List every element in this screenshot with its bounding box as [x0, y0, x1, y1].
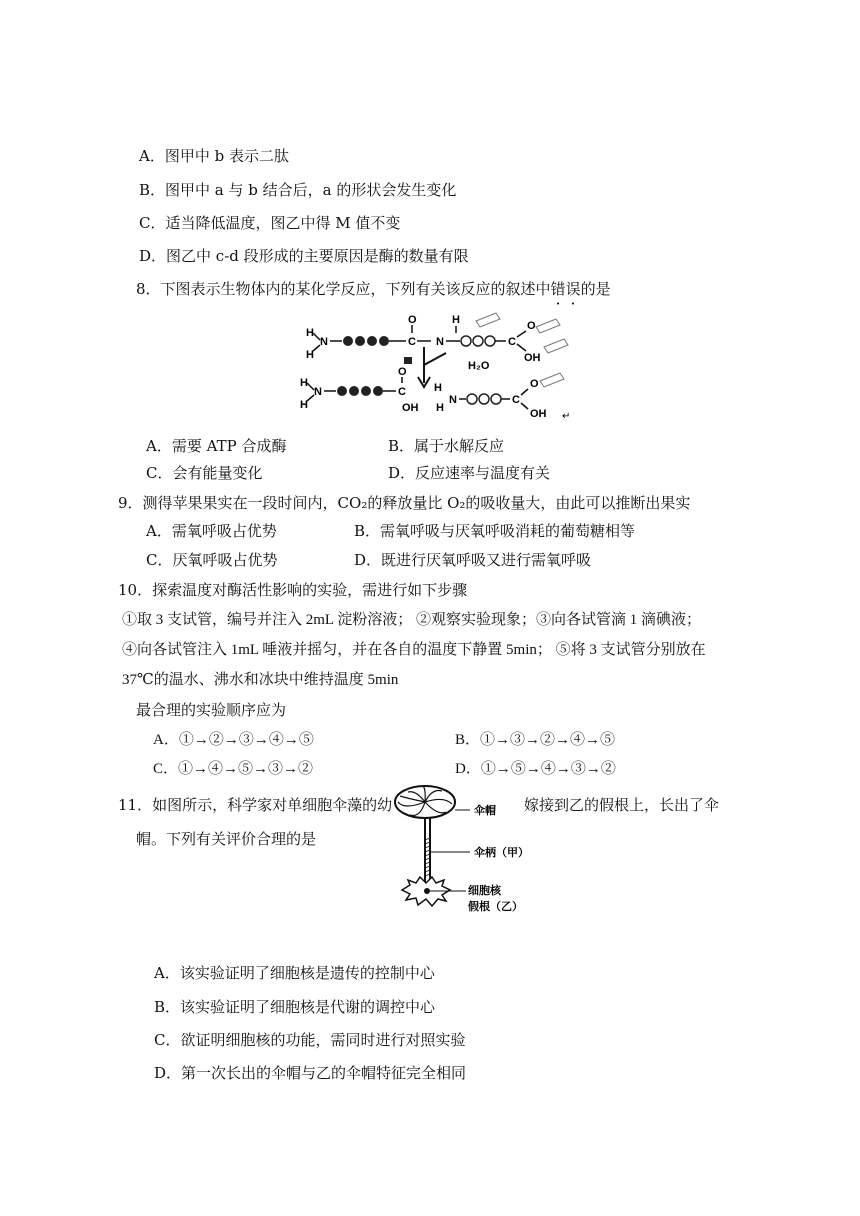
q10-option-c: C．①→④→⑤→③→②: [153, 761, 314, 777]
q7-option-d: D．图乙中 c-d 段形成的主要原因是酶的数量有限: [139, 247, 469, 265]
q8-label-oh2: OH: [402, 402, 419, 414]
q8-label-c3: C: [398, 386, 406, 398]
q11-option-b: B．该实验证明了细胞核是代谢的调控中心: [154, 998, 436, 1016]
q10-option-b: B．①→③→②→④→⑤: [455, 732, 616, 748]
q8-stem-emphasis-1: 错: [550, 280, 566, 298]
q10-option-a: A．①→②→③→④→⑤: [153, 732, 314, 748]
q7-option-a: A．图甲中 b 表示二肽: [139, 147, 289, 165]
q8-label-oh3: OH: [530, 408, 547, 420]
q9-option-a: A．需氧呼吸占优势: [146, 522, 277, 540]
q10-steps-line-3: 37℃的温水、沸水和冰块中维持温度 5min: [122, 672, 399, 688]
q8-label-n2: N: [436, 336, 444, 348]
q8-label-h2: H: [452, 314, 460, 326]
q7-option-b: B．图甲中 a 与 b 结合后，a 的形状会发生变化: [139, 181, 457, 199]
q11-label-rhizoid: 假根（乙）: [468, 900, 523, 913]
svg-text:H: H: [306, 349, 314, 361]
q8-label-h5: H: [434, 382, 442, 394]
q8-stem-emphasis-2: 误: [565, 280, 581, 298]
q8-label-water: H₂O: [468, 360, 490, 372]
q10-option-d: D．①→⑤→④→③→②: [455, 761, 616, 777]
q8-label-c1: C: [408, 336, 416, 348]
q9-option-d: D．既进行厌氧呼吸又进行需氧呼吸: [354, 551, 592, 569]
q11-option-a: A．该实验证明了细胞核是遗传的控制中心: [154, 964, 435, 982]
q8-stem-pre: 8．下图表示生物体内的某化学反应，下列有关该反应的叙述中: [136, 280, 551, 298]
q8-label-h4: H: [436, 402, 444, 414]
q8-return-mark: ↵: [562, 411, 571, 422]
q9-option-b: B．需氧呼吸与厌氧呼吸消耗的葡萄糖相等: [354, 522, 636, 540]
q11-stem-b: 嫁接到乙的假根上，长出了伞: [524, 796, 720, 814]
q8-option-d: D．反应速率与温度有关: [388, 464, 551, 482]
q7-option-c: C．适当降低温度，图乙中得 M 值不变: [139, 214, 401, 232]
q8-label-o3: O: [398, 366, 407, 378]
q11-option-d: D．第一次长出的伞帽与乙的伞帽特征完全相同: [154, 1064, 467, 1082]
q8-reaction-diagram: [296, 307, 586, 422]
q11-stem-c: 帽。下列有关评价合理的是: [136, 830, 317, 848]
q8-label-o1: O: [408, 314, 417, 326]
q11-option-c: C．欲证明细胞核的功能，需同时进行对照实验: [154, 1031, 466, 1049]
q8-label-n4: N: [449, 394, 457, 406]
q8-stem-post: 的是: [580, 280, 611, 298]
q11-acetabularia-diagram: [392, 782, 542, 918]
q11-label-cap: 伞帽: [474, 804, 496, 817]
q8-label-n3: N: [314, 386, 322, 398]
q8-label-h3: H: [300, 377, 308, 389]
q11-stem-a: 11．如图所示，科学家对单细胞伞藻的幼: [118, 796, 393, 814]
q10-steps-line-2: ④向各试管注入 1mL 唾液并摇匀，并在各自的温度下静置 5min； ⑤将 3 支试管分别放在: [122, 642, 706, 658]
q11-label-nucleus: 细胞核: [468, 884, 501, 897]
svg-text:H: H: [300, 399, 308, 411]
q8-label-o4: O: [530, 378, 539, 390]
q8-label-o2: O: [527, 320, 536, 332]
q8-option-b: B．属于水解反应: [388, 437, 505, 455]
q8-label-h1: H: [306, 327, 314, 339]
q8-label-c2: C: [508, 336, 516, 348]
q8-label-oh1: OH: [524, 352, 541, 364]
q8-stem: [136, 279, 611, 299]
q8-label-n1: N: [320, 336, 328, 348]
q8-option-a: A．需要 ATP 合成酶: [146, 437, 287, 455]
q11-label-stalk: 伞柄（甲）: [474, 846, 529, 859]
q9-stem: 9．测得苹果果实在一段时间内，CO₂的释放量比 O₂的吸收量大，由此可以推断出果实: [118, 494, 691, 512]
q10-stem: 10．探索温度对酶活性影响的实验，需进行如下步骤: [118, 581, 468, 599]
q10-steps-line-1: ①取 3 支试管，编号并注入 2mL 淀粉溶液； ②观察实验现象；③向各试管滴 1 滴碘液；: [122, 612, 702, 628]
q9-option-c: C．厌氧呼吸占优势: [146, 551, 278, 569]
q8-option-c: C．会有能量变化: [146, 464, 263, 482]
q10-prompt: 最合理的实验顺序应为: [136, 701, 287, 719]
q8-label-c4: C: [512, 394, 520, 406]
